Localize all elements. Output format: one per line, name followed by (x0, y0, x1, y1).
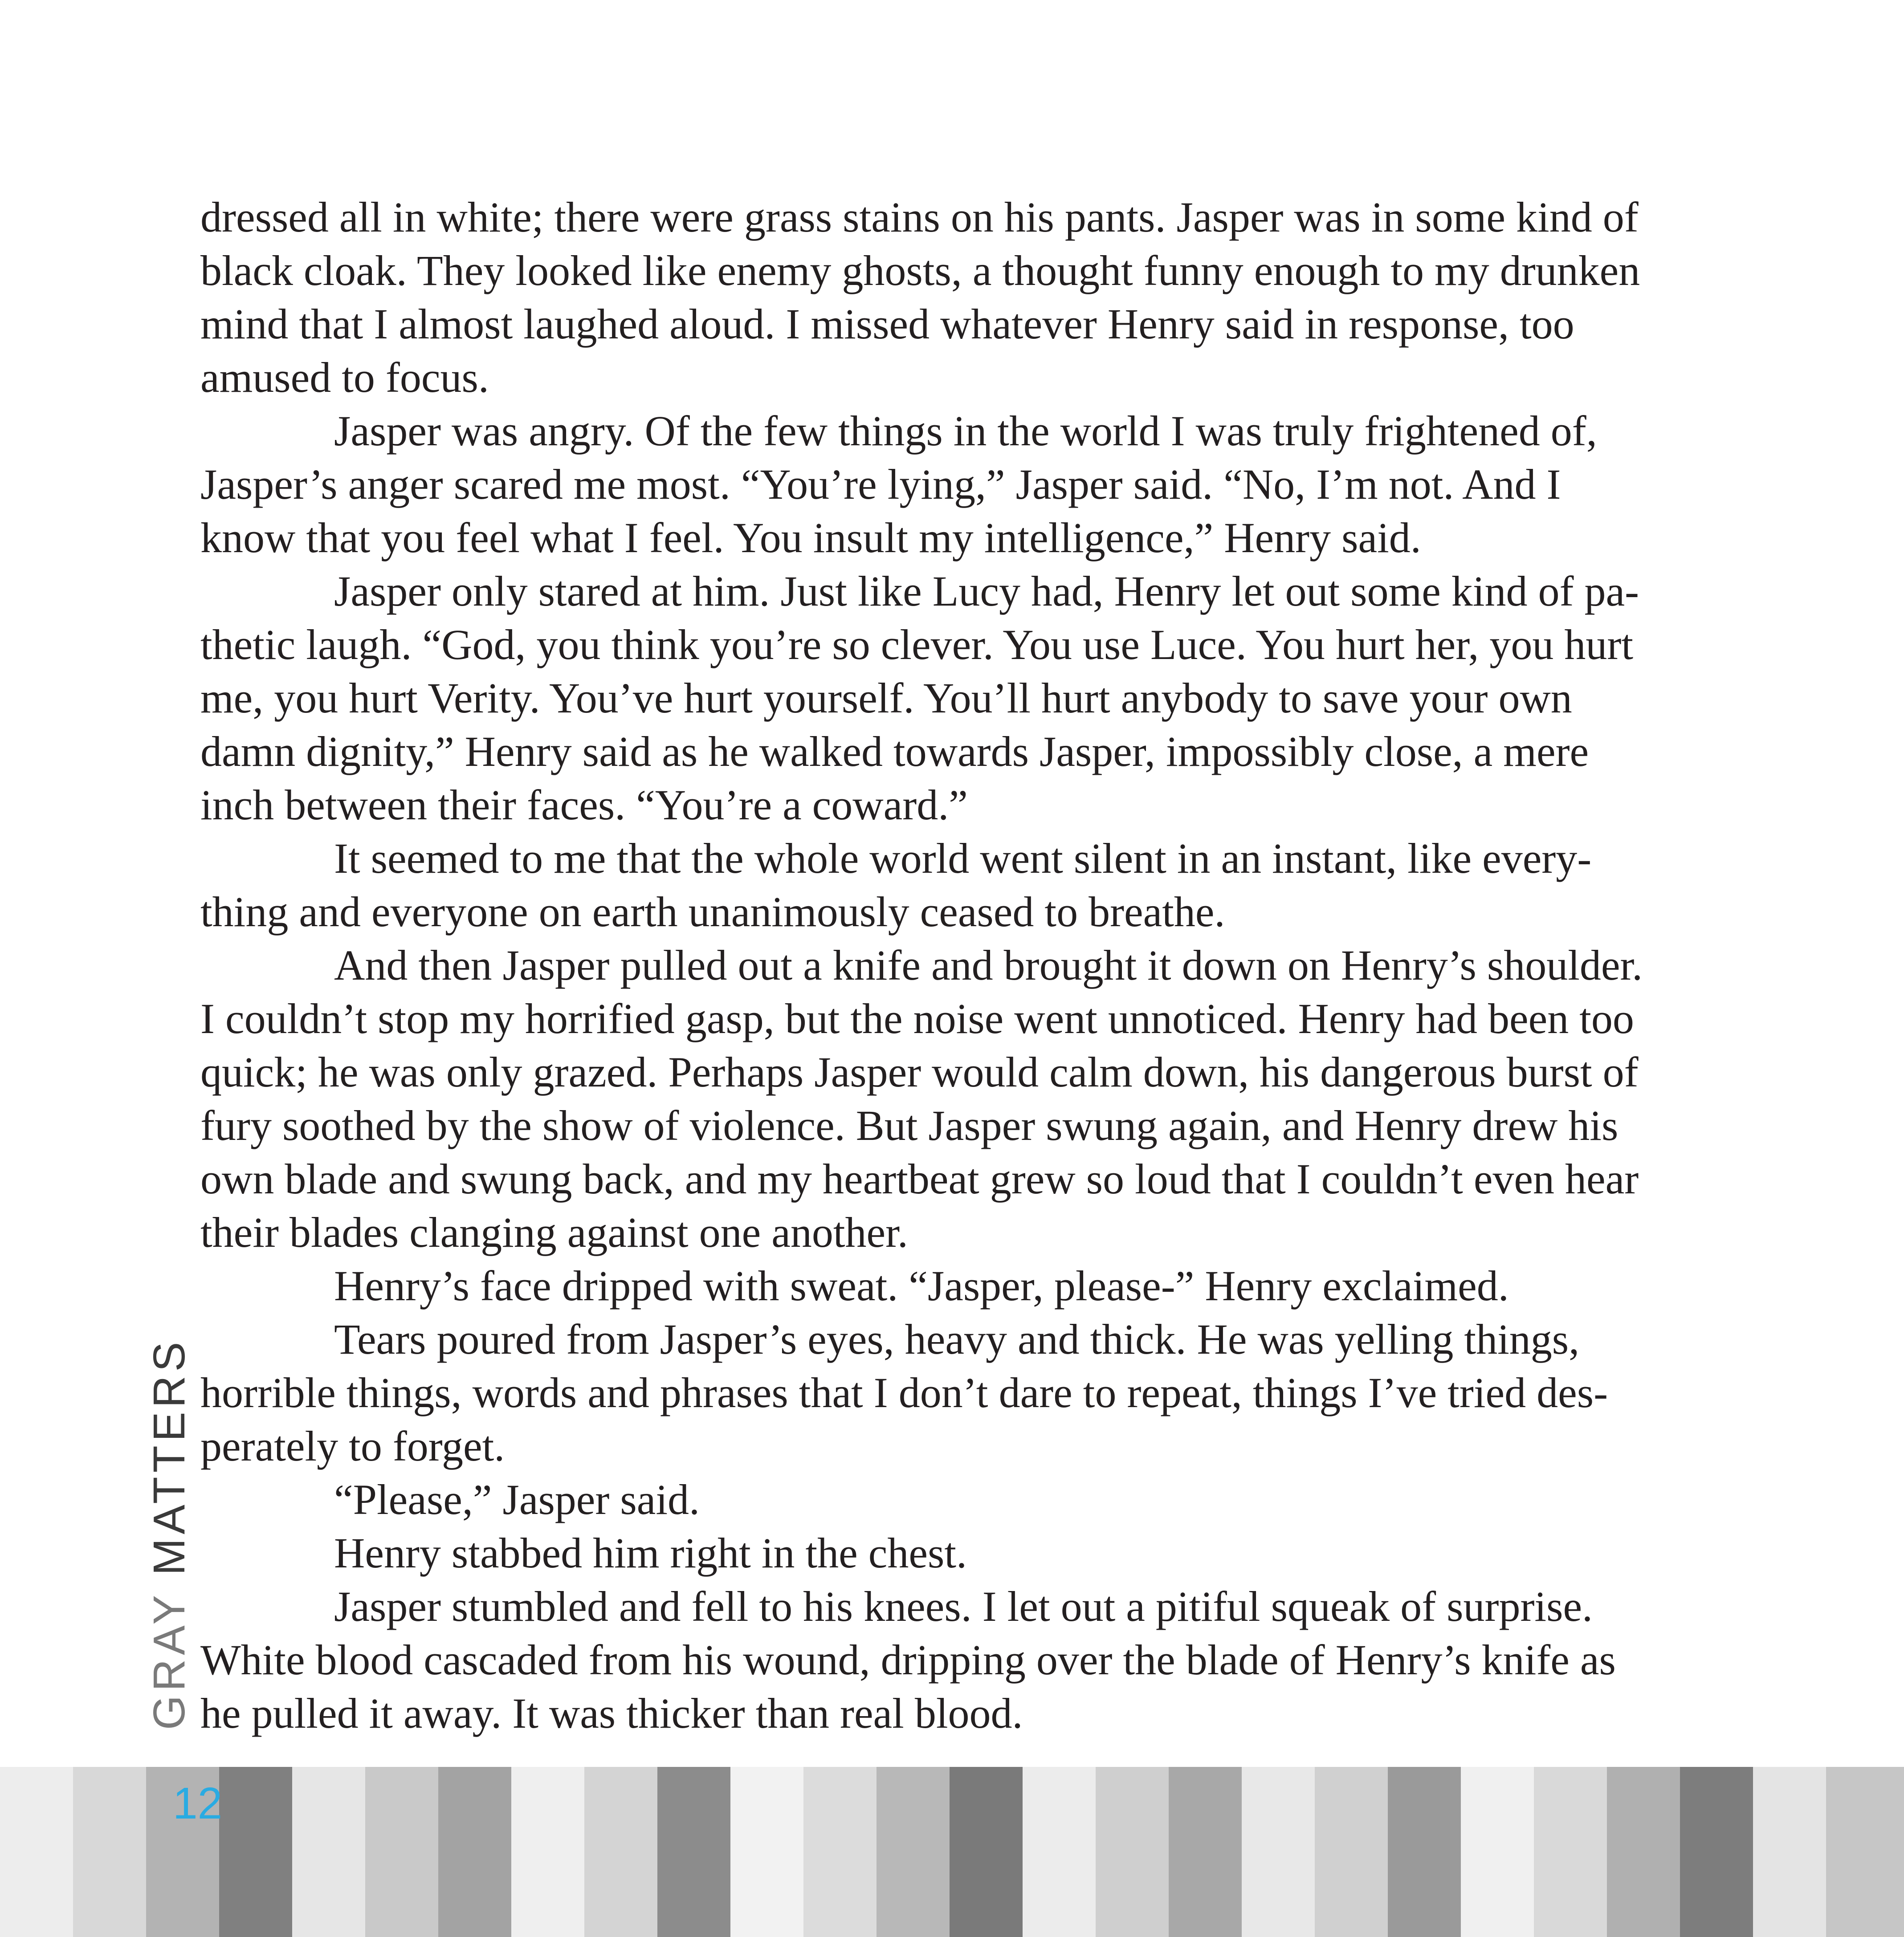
text-line: quick; he was only grazed. Perhaps Jasper would calm down, his dangerous burst of (200, 1048, 1639, 1096)
text-line: thetic laugh. “God, you think you’re so clever. You use Luce. You hurt her, you hurt (200, 621, 1634, 668)
footer-stripe (365, 1767, 438, 1937)
footer-stripe (1534, 1767, 1607, 1937)
text-line: Jasper was angry. Of the few things in the world I was truly frightened of, (334, 407, 1597, 455)
text-line: I couldn’t stop my horrified gasp, but the noise went unnoticed. Henry had been too (200, 995, 1634, 1042)
book-title-vertical (144, 1338, 194, 1730)
book-title-matters: MATTERS (144, 1338, 194, 1576)
text-line: Jasper stumbled and fell to his knees. I let out a pitiful squeak of surprise. (334, 1583, 1593, 1630)
footer-stripe (1680, 1767, 1753, 1937)
footer-stripe (73, 1767, 146, 1937)
footer-stripe (1096, 1767, 1169, 1937)
footer-stripe (657, 1767, 730, 1937)
text-line: own blade and swung back, and my heartbeat grew so loud that I couldn’t even hear (200, 1155, 1639, 1203)
text-line: perately to forget. (200, 1422, 505, 1470)
text-line: Henry stabbed him right in the chest. (334, 1529, 967, 1577)
text-line: black cloak. They looked like enemy ghosts, a thought funny enough to my drunken (200, 247, 1640, 294)
text-line: amused to focus. (200, 354, 489, 401)
text-line: know that you feel what I feel. You insult my intelligence,” Henry said. (200, 514, 1421, 562)
text-line: me, you hurt Verity. You’ve hurt yourself. You’ll hurt anybody to save your own (200, 674, 1572, 722)
footer-stripe-band (0, 1767, 1904, 1937)
footer-stripe (1242, 1767, 1315, 1937)
footer-stripe (1023, 1767, 1096, 1937)
text-line: horrible things, words and phrases that I don’t dare to repeat, things I’ve tried des- (200, 1369, 1608, 1416)
text-line: It seemed to me that the whole world went silent in an instant, like every- (334, 834, 1592, 882)
footer-stripe (730, 1767, 803, 1937)
footer-stripe (1315, 1767, 1388, 1937)
footer-stripe (1607, 1767, 1680, 1937)
footer-stripe (292, 1767, 365, 1937)
body-text (200, 191, 1706, 1740)
footer-stripe (584, 1767, 657, 1937)
text-line: thing and everyone on earth unanimously ceased to breathe. (200, 888, 1225, 936)
footer-stripe (511, 1767, 584, 1937)
footer-stripe (1461, 1767, 1534, 1937)
text-line: White blood cascaded from his wound, dripping over the blade of Henry’s knife as (200, 1636, 1616, 1684)
text-line: their blades clanging against one another. (200, 1209, 908, 1256)
footer-stripe (219, 1767, 292, 1937)
text-line: damn dignity,” Henry said as he walked towards Jasper, impossibly close, a mere (200, 728, 1589, 775)
text-line: Tears poured from Jasper’s eyes, heavy and thick. He was yelling things, (334, 1315, 1580, 1363)
text-line: he pulled it away. It was thicker than real blood. (200, 1689, 1023, 1737)
text-line: Jasper only stared at him. Just like Lucy had, Henry let out some kind of pa- (334, 567, 1639, 615)
text-line: And then Jasper pulled out a knife and brought it down on Henry’s shoulder. (334, 941, 1643, 989)
text-line: Henry’s face dripped with sweat. “Jasper, please-” Henry exclaimed. (334, 1262, 1509, 1310)
text-line: dressed all in white; there were grass stains on his pants. Jasper was in some kind of (200, 193, 1639, 241)
page-number: 12 (173, 1778, 223, 1828)
footer-stripe (1388, 1767, 1461, 1937)
footer-stripe (438, 1767, 511, 1937)
footer-stripe (0, 1767, 73, 1937)
text-line: Jasper’s anger scared me most. “You’re lying,” Jasper said. “No, I’m not. And I (200, 460, 1561, 508)
text-line: mind that I almost laughed aloud. I missed whatever Henry said in response, too (200, 300, 1574, 348)
book-title-gray: GRAY (144, 1575, 194, 1730)
footer-stripe (803, 1767, 877, 1937)
footer-stripe (950, 1767, 1023, 1937)
footer-stripe (1753, 1767, 1826, 1937)
text-line: “Please,” Jasper said. (334, 1476, 700, 1523)
text-line: fury soothed by the show of violence. But Jasper swung again, and Henry drew his (200, 1102, 1619, 1149)
footer-stripe (877, 1767, 950, 1937)
footer-stripe (1169, 1767, 1242, 1937)
footer-stripe (1826, 1767, 1904, 1937)
text-line: inch between their faces. “You’re a coward.” (200, 781, 968, 829)
